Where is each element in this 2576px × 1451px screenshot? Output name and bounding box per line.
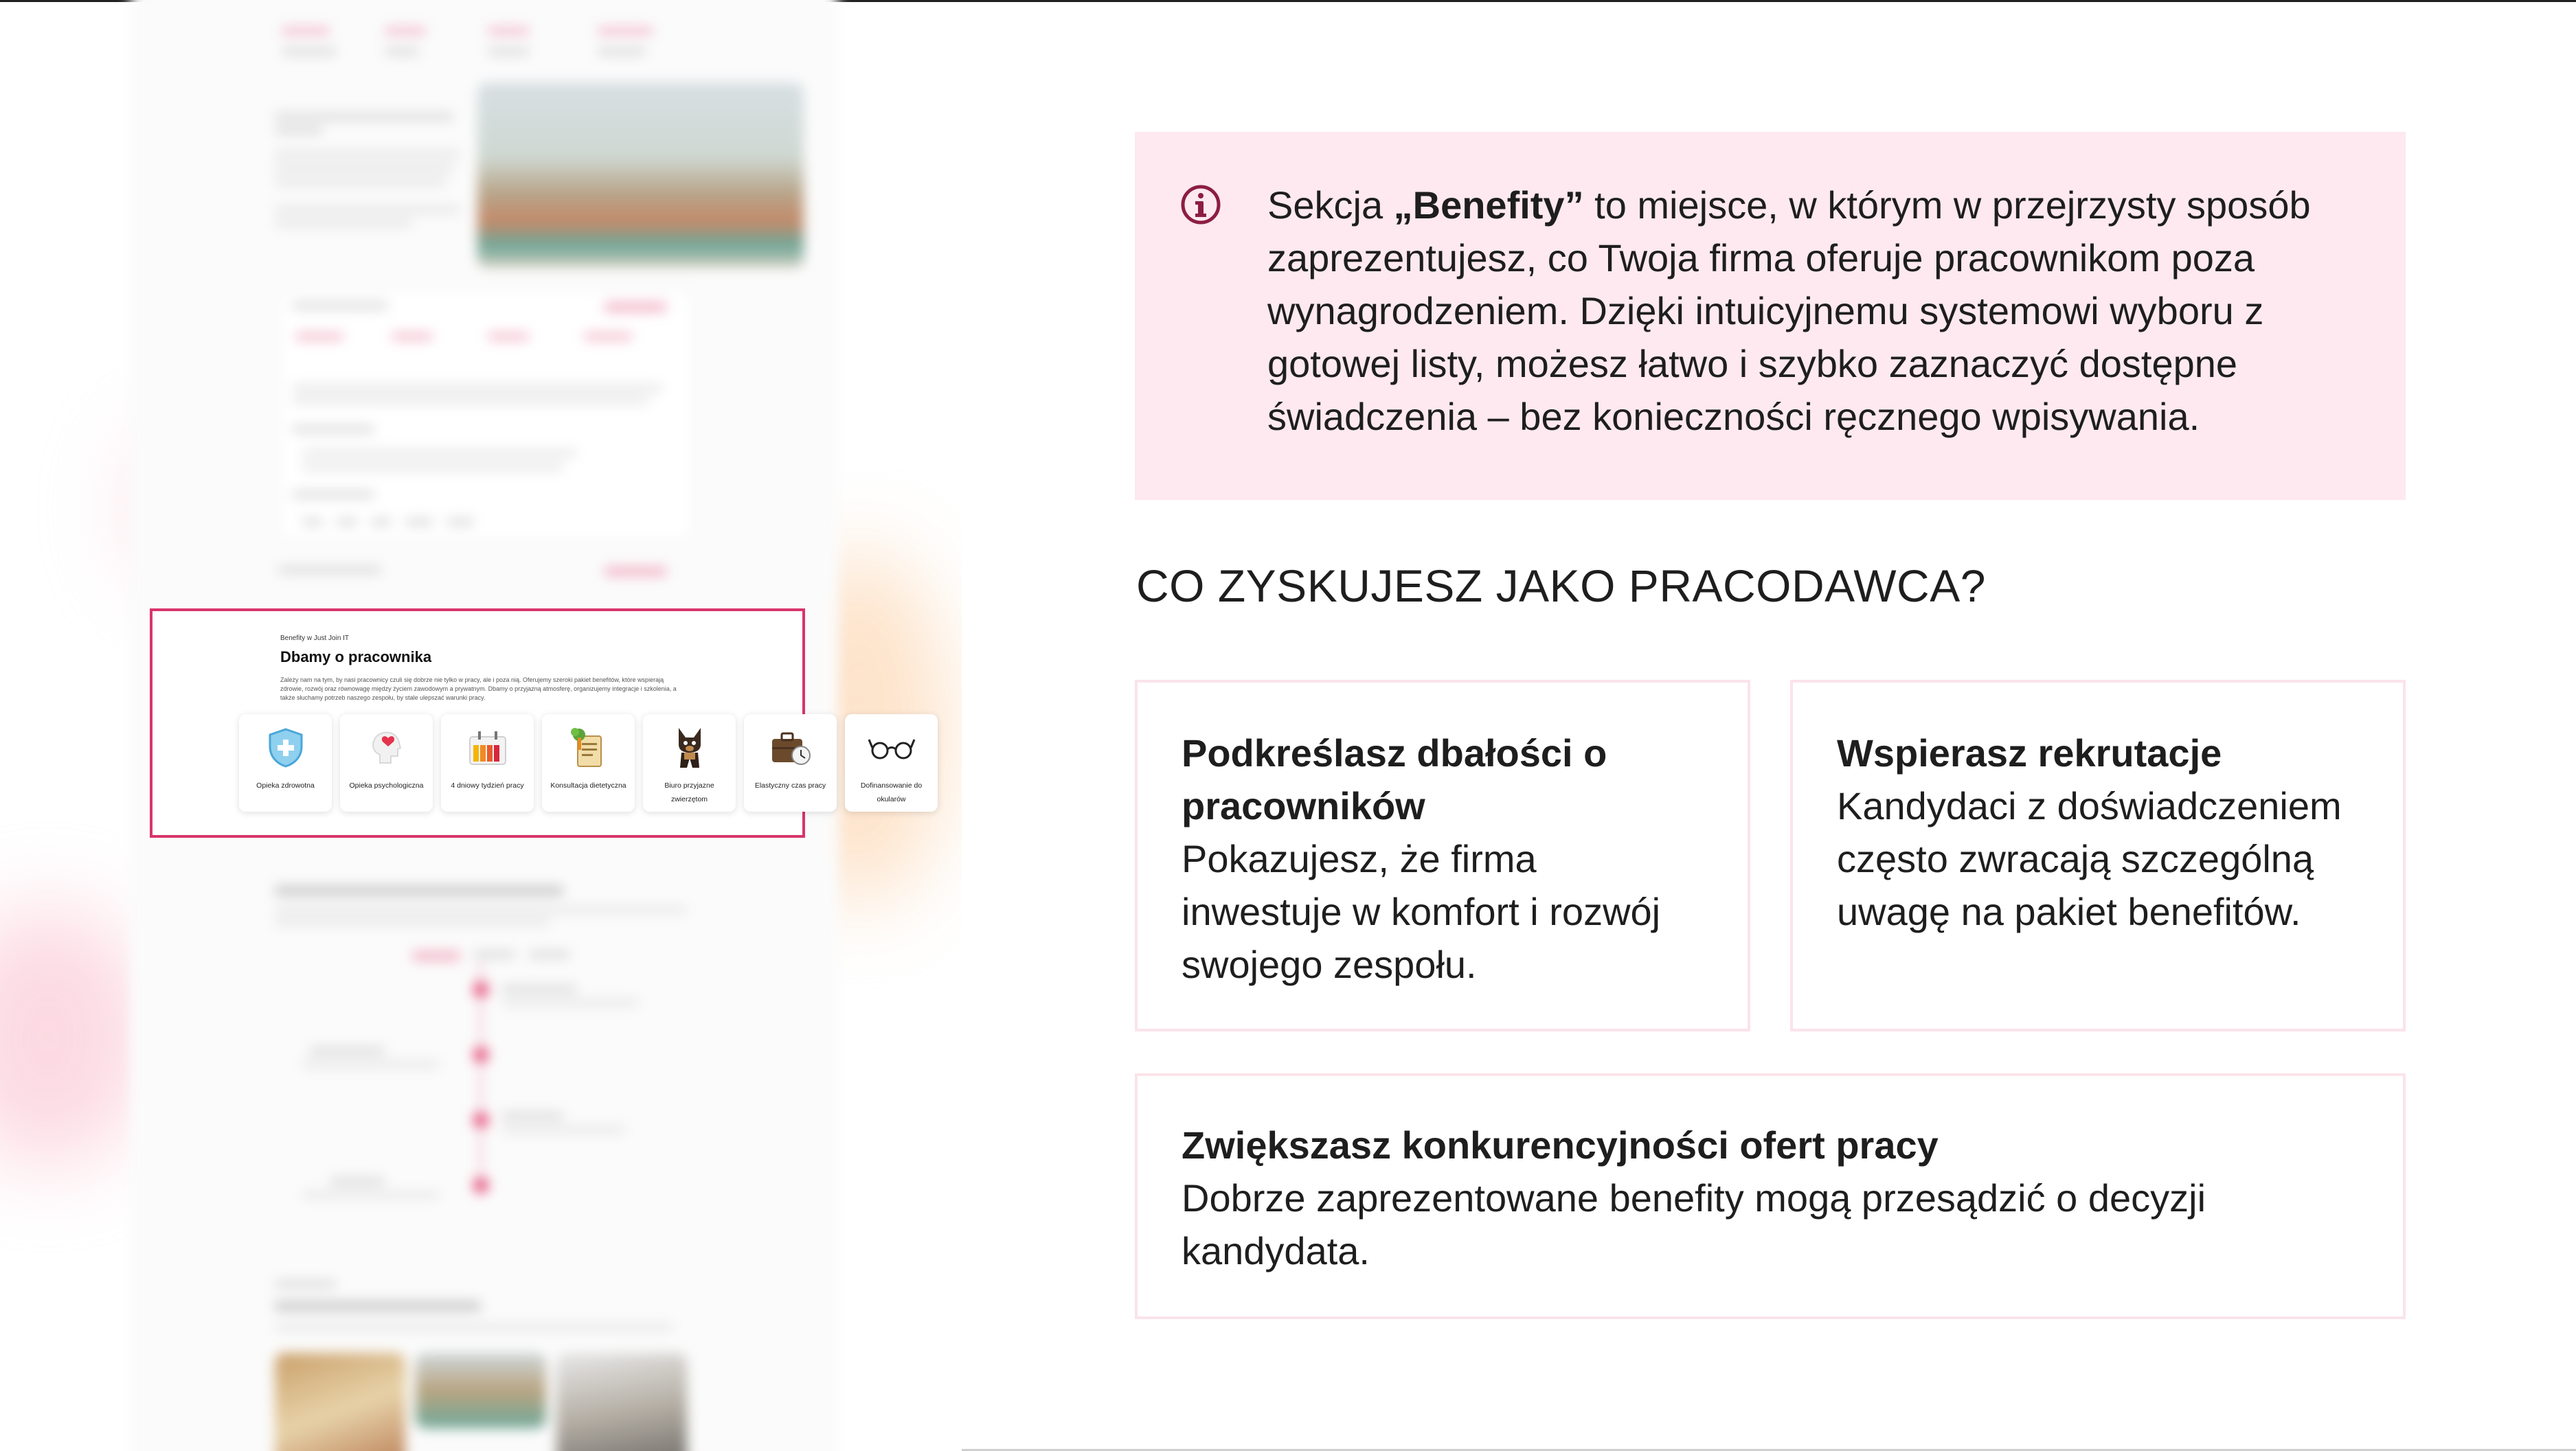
benefits-title: Dbamy o pracownika xyxy=(280,648,432,665)
benefit-tile[interactable]: Opieka zdrowotna xyxy=(239,714,332,812)
benefit-card-competitiveness xyxy=(1135,1073,2406,1319)
benefit-card-care xyxy=(1135,680,1750,1031)
benefit-card-recruitment xyxy=(1790,680,2406,1031)
info-box xyxy=(1135,132,2406,500)
dog-icon xyxy=(666,724,714,772)
benefit-tile[interactable]: Dofinansowanie do okularów xyxy=(845,714,938,812)
benefits-eyebrow: Benefity w Just Join IT xyxy=(280,635,350,642)
calendar-week-icon xyxy=(464,724,512,772)
heart-head-icon xyxy=(363,724,411,772)
benefit-tile[interactable]: 4 dniowy tydzień pracy xyxy=(441,714,534,812)
benefits-description: Zależy nam na tym, by nasi pracownicy czuli się dobrze nie tylko w pracy, ale i poza nią. Oferujemy szeroki pakiet benefitów, które wspierają zdrowie, rozwój oraz równowagę między życiem zawodowym a prywatnym. Dbamy o przyjazną atmosferę, organizujemy integracje i szkolenia, a także słuchamy potrzeb naszego zespołu, by stale ulepszać warunki pracy. xyxy=(280,676,677,701)
diet-clipboard-icon xyxy=(565,724,613,772)
card-body: Dobrze zaprezentowane benefity mogą przesądzić o decyzji kandydata. xyxy=(1182,1176,2206,1272)
info-circle-icon xyxy=(1179,183,1223,227)
briefcase-clock-icon xyxy=(767,724,815,772)
card-title: Zwiększasz konkurencyjności ofert pracy xyxy=(1182,1123,1939,1167)
info-text: Sekcja „Benefity” to miejsce, w którym w przejrzysty sposób zaprezentujesz, co Twoja firma oferuje pracownikom poza wynagrodzeniem. Dzięki intuicyjnemu systemowi wyboru z gotowej listy, możesz łatwo i szybko zaznaczyć dostępne świadczenia – bez konieczności ręcznego wpisywania. xyxy=(1267,183,2311,438)
card-title: Podkreślasz dbałości o pracowników xyxy=(1182,731,1607,827)
benefit-tile[interactable]: Konsultacja dietetyczna xyxy=(542,714,635,812)
glasses-icon xyxy=(868,724,916,772)
card-title: Wspierasz rekrutacje xyxy=(1837,731,2222,775)
benefit-tile[interactable]: Biuro przyjazne zwierzętom xyxy=(643,714,736,812)
benefit-tile[interactable]: Opieka psychologiczna xyxy=(340,714,433,812)
card-body: Pokazujesz, że firma inwestuje w komfort i rozwój swojego zespołu. xyxy=(1182,837,1661,986)
section-title: CO ZYSKUJESZ JAKO PRACODAWCA? xyxy=(1136,560,1986,611)
card-body: Kandydaci z doświadczeniem często zwracają szczególną uwagę na pakiet benefitów. xyxy=(1837,784,2342,933)
benefit-tile[interactable]: Elastyczny czas pracy xyxy=(744,714,837,812)
health-shield-icon xyxy=(262,724,310,772)
benefit-tiles xyxy=(239,714,938,812)
page-preview xyxy=(0,0,962,1451)
